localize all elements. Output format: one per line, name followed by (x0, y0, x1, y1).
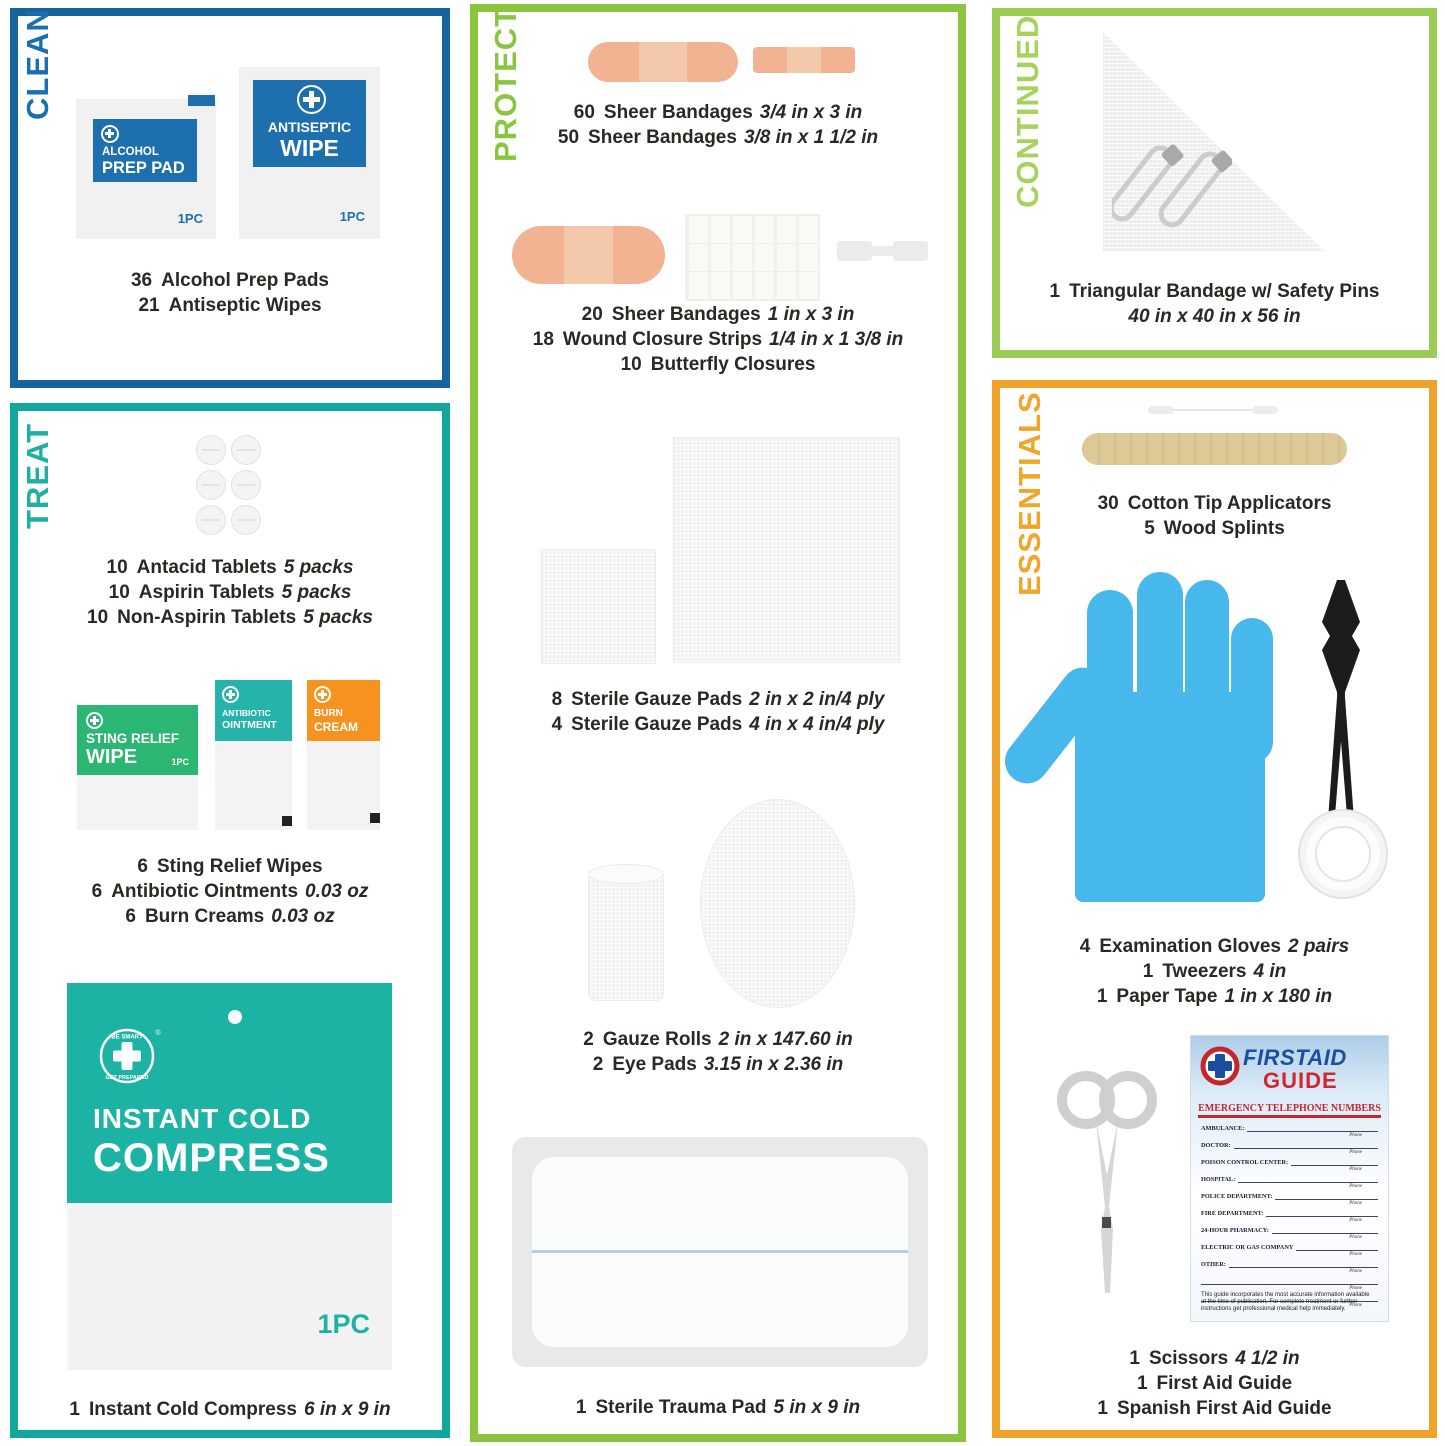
svg-text:BE SMART: BE SMART (111, 1034, 143, 1041)
clean-panel-title: CLEAN (20, 8, 55, 120)
tablet-icon (231, 435, 261, 465)
closures-caption: 20 Sheer Bandages 1 in x 3 in 18 Wound Closure Strips 1/4 in x 1 3/8 in 10 Butterfly Closures (532, 304, 904, 375)
cross-logo-icon (222, 686, 239, 703)
triangular-bandage-caption: 1 Triangular Bandage w/ Safety Pins 40 in x 40 in x 56 in (1049, 281, 1380, 327)
packet-notch (282, 816, 292, 826)
gauze-roll-icon (588, 872, 664, 1001)
gauze-rolls-caption: 2 Gauze Rolls 2 in x 147.60 in 2 Eye Pads 3.15 in x 2.36 in (583, 1029, 853, 1075)
butterfly-closure-icon (837, 241, 928, 261)
alcohol-prep-pad-packet-icon (76, 99, 216, 239)
gauze-pad-small-icon (541, 549, 656, 664)
gauze-pads-caption: 8 Sterile Gauze Pads 2 in x 2 in/4 ply 4 Sterile Gauze Pads 4 in x 4 in/4 ply (551, 689, 885, 735)
scissors-guide-caption: 1 Scissors 4 1/2 in 1 First Aid Guide 1 Spanish First Aid Guide (1097, 1348, 1332, 1419)
packet-body (77, 775, 198, 830)
antibiotic-text: ANTIBIOTIC (222, 708, 271, 718)
sting-1pc: 1PC (171, 757, 189, 767)
first-aid-guide-icon (1190, 1035, 1389, 1322)
sterile-trauma-pad-icon (512, 1137, 928, 1367)
antiseptic-text: ANTISEPTIC (267, 119, 352, 135)
wipe-1pc: 1PC (339, 209, 365, 224)
tablet-icon (231, 470, 261, 500)
wound-closure-strips-icon (685, 214, 820, 301)
compress-text: COMPRESS (93, 1136, 330, 1180)
tablets-caption: 10 Antacid Tablets 5 packs 10 Aspirin Tablets 5 packs 10 Non-Aspirin Tablets 5 packs (87, 557, 373, 628)
svg-text:GET PREPARED: GET PREPARED (105, 1075, 149, 1081)
antibiotic-ointment-packet-icon (215, 680, 292, 830)
sheer-bandages-caption: 60 Sheer Bandages 3/4 in x 3 in 50 Sheer Bandages 3/8 in x 1 1/2 in (557, 102, 879, 148)
protect-panel (470, 4, 966, 1442)
alcohol-text: ALCOHOL (102, 146, 159, 158)
continued-panel (992, 8, 1437, 358)
eye-pad-icon (700, 799, 855, 1008)
clean-caption: 36 Alcohol Prep Pads 21 Antiseptic Wipes (130, 270, 329, 316)
guide-cross-logo-icon (1200, 1046, 1240, 1086)
instant-cold-text: INSTANT COLD (93, 1103, 312, 1134)
continued-panel-title: CONTINUED (1010, 14, 1045, 208)
hang-hole (228, 1010, 242, 1024)
ointment-text: OINTMENT (222, 719, 277, 731)
guide-footer: This guide incorporates the most accurate information available at the time of publication. For complete treatment or further instructions get professional medical help immediately. (1201, 1292, 1370, 1312)
gloves-caption: 4 Examination Gloves 2 pairs 1 Tweezers 4 in 1 Paper Tape 1 in x 180 in (1079, 936, 1350, 1007)
tablet-icon (196, 435, 226, 465)
scissors-icon (1052, 1067, 1162, 1297)
packet-notch (370, 813, 380, 823)
cream-text: CREAM (314, 720, 358, 734)
cross-logo-icon (297, 85, 326, 114)
clean-panel (10, 8, 450, 388)
sting-relief-wipe-packet-icon (77, 705, 198, 830)
be-smart-logo-icon (97, 1025, 165, 1087)
compress-caption: 1 Instant Cold Compress 6 in x 9 in (69, 1399, 391, 1420)
sting-wipe-text: WIPE (86, 746, 138, 768)
treat-panel (10, 403, 450, 1438)
antiseptic-wipe-label (253, 80, 366, 167)
compress-top (67, 983, 392, 1203)
prep-pad-1pc: 1PC (177, 211, 203, 226)
gauze-pad-large-icon (673, 437, 900, 663)
prep-pad-text: PREP PAD (102, 159, 185, 177)
wood-splint-icon (1082, 433, 1347, 465)
sting-relief-text: STING RELIEF (86, 731, 180, 746)
cross-logo-icon (86, 712, 103, 729)
cotton-tip-applicator-icon (1148, 406, 1278, 415)
protect-panel-title: PROTECT (488, 6, 523, 162)
compress-bottom (67, 1203, 392, 1370)
safety-pins-icon (1112, 134, 1232, 244)
svg-text:®: ® (155, 1030, 161, 1037)
guide-rows: AMBULANCE: Phone DOCTOR: Phone POISON CONTROL CENTER: Phone HOSPITAL: Phone POLICE DEPARTMENT: Phone FIRE DEPARTMENT: Phone 24-HOUR PHARMACY: Phone ELECTRIC OR GAS COMPANY Phone OTHER: Phone Phone Phone (1191, 1124, 1388, 1311)
packet-tab (188, 95, 215, 106)
burn-cream-packet-icon (307, 680, 380, 830)
applicators-caption: 30 Cotton Tip Applicators 5 Wood Splints (1097, 493, 1332, 539)
tablet-icon (231, 505, 261, 535)
tablet-icon (196, 505, 226, 535)
treat-panel-title: TREAT (20, 422, 55, 529)
cross-logo-icon (314, 686, 331, 703)
examination-glove-icon (1047, 572, 1275, 902)
packet-body (215, 741, 292, 830)
wipe-text: WIPE (280, 135, 339, 161)
burn-text: BURN (314, 708, 343, 719)
essentials-panel-title: ESSENTIALS (1012, 391, 1047, 596)
sheer-bandage-small-icon (753, 47, 855, 73)
alcohol-prep-pad-label (93, 119, 197, 182)
sheer-bandage-large-icon (588, 42, 738, 82)
wipes-caption: 6 Sting Relief Wipes 6 Antibiotic Ointments 0.03 oz 6 Burn Creams 0.03 oz (91, 856, 369, 927)
antibiotic-label (215, 680, 292, 741)
trauma-pad-caption: 1 Sterile Trauma Pad 5 in x 9 in (575, 1397, 861, 1418)
compress-1pc: 1PC (317, 1309, 370, 1339)
burn-cream-label (307, 680, 380, 741)
paper-tape-icon (1298, 809, 1388, 899)
guide-subtitle: GUIDE (1263, 1068, 1338, 1093)
tablet-icon (196, 470, 226, 500)
essentials-panel (992, 380, 1437, 1438)
antiseptic-wipe-packet-icon (239, 67, 380, 239)
guide-banner: EMERGENCY TELEPHONE NUMBERS (1191, 1098, 1388, 1116)
instant-cold-compress-icon (67, 983, 392, 1370)
sting-relief-label (77, 705, 198, 775)
cross-logo-icon (101, 125, 119, 143)
sheer-bandage-1in-icon (512, 226, 665, 284)
guide-title: FIRSTAID (1243, 1045, 1347, 1070)
